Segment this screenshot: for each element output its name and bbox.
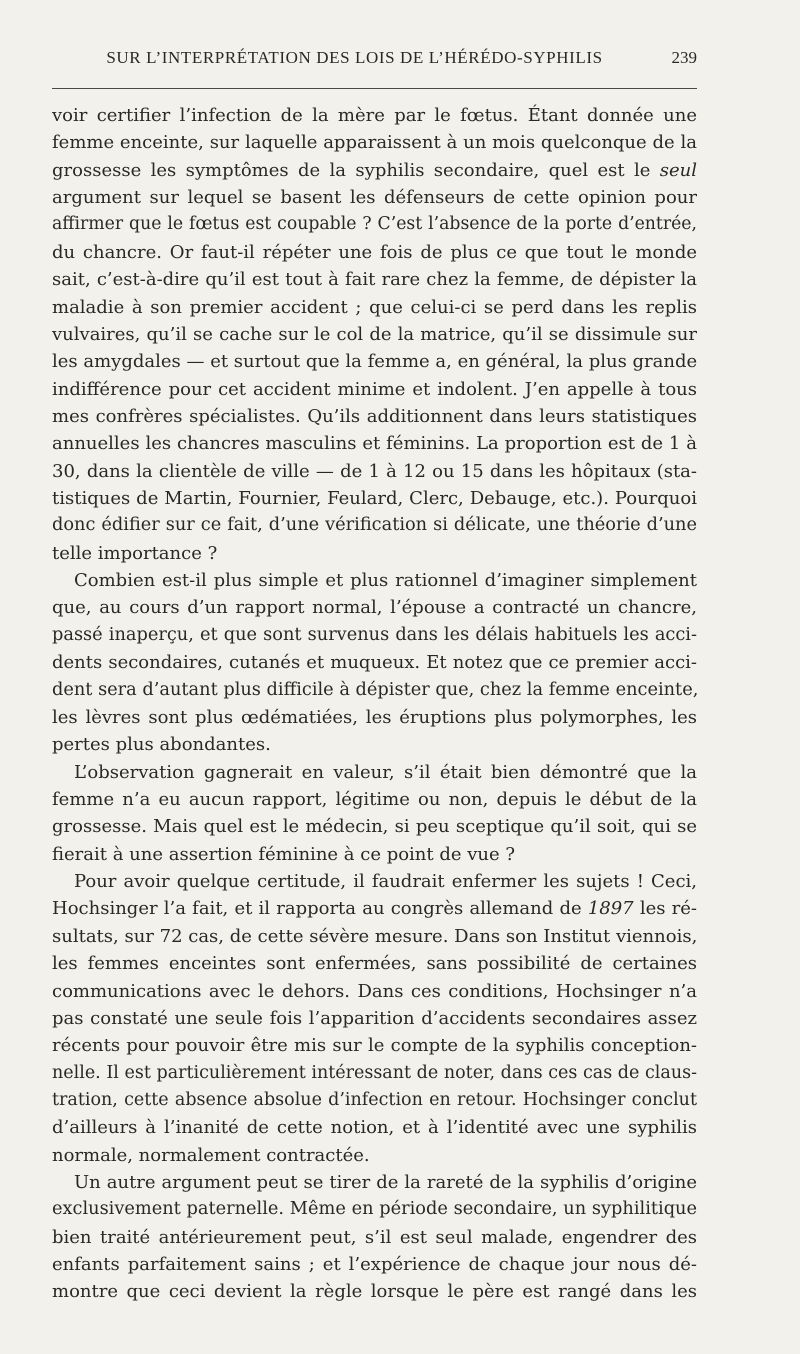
page-number: 239 bbox=[671, 48, 697, 67]
text-line: argument sur lequel se basent les défenseurs de cette opinion pour bbox=[52, 187, 697, 209]
text-line: d’ailleurs à l’inanité de cette notion, et à l’identité avec une syphilis bbox=[52, 1117, 697, 1139]
text-line: sait, c’est-à-dire qu’il est tout à fait rare chez la femme, de dépister la bbox=[52, 269, 697, 291]
emphasis: seul bbox=[659, 159, 697, 181]
text-line: normale, normalement contractée. bbox=[52, 1144, 370, 1166]
text-line: exclusivement paternelle. Même en période secondaire, un syphilitique bbox=[52, 1199, 697, 1220]
text-line: les lèvres sont plus œdématiées, les éruptions plus polymorphes, les bbox=[52, 706, 697, 728]
running-head bbox=[52, 48, 697, 74]
paragraph bbox=[52, 567, 697, 759]
paragraph bbox=[52, 1169, 697, 1306]
text-line: annuelles les chancres masculins et féminins. La proportion est de 1 à bbox=[52, 433, 697, 455]
text-line: les femmes enceintes sont enfermées, sans possibilité de certaines bbox=[52, 953, 697, 975]
text-line: les amygdales — et surtout que la femme a, en général, la plus grande bbox=[52, 351, 698, 373]
text-line: tistiques de Martin, Fournier, Feulard, Clerc, Debauge, etc.). Pourquoi bbox=[52, 488, 697, 510]
text-line: passé inaperçu, et que sont survenus dans les délais habituels les acci- bbox=[52, 624, 697, 645]
text-line: nelle. Il est particulièrement intéressant de noter, dans ces cas de claus- bbox=[52, 1062, 697, 1083]
text-line: dent sera d’autant plus difficile à dépister que, chez la femme enceinte, bbox=[52, 679, 699, 700]
paragraph bbox=[52, 868, 697, 1169]
text-line: montre que ceci devient la règle lorsque le père est rangé dans les bbox=[52, 1281, 697, 1303]
text-line: communications avec le dehors. Dans ces conditions, Hochsinger n’a bbox=[52, 980, 697, 1002]
text-line: Hochsinger l’a fait, et il rapporta au congrès allemand de 1897 les ré- bbox=[52, 898, 697, 920]
text-line: pertes plus abondantes. bbox=[52, 734, 271, 756]
text-line: telle importance ? bbox=[52, 542, 218, 564]
text-line: pas constaté une seule fois l’apparition d’accidents secondaires assez bbox=[52, 1007, 697, 1029]
text-line: L’observation gagnerait en valeur, s’il était bien démontré que la bbox=[74, 761, 697, 783]
text-line: sultats, sur 72 cas, de cette sévère mesure. Dans son Institut viennois, bbox=[52, 925, 698, 947]
text-line: indifférence pour cet accident minime et indolent. J’en appelle à tous bbox=[52, 378, 697, 400]
emphasis: 1897 bbox=[587, 898, 634, 920]
text-line: affirmer que le fœtus est coupable ? C’est l’absence de la porte d’entrée, bbox=[52, 214, 697, 235]
running-title: SUR L’INTERPRÉTATION DES LOIS DE L’HÉRÉDO-SYPHILIS bbox=[106, 48, 603, 67]
text-line: femme enceinte, sur laquelle apparaissent à un mois quelconque de la bbox=[52, 132, 697, 154]
text-line: fierait à une assertion féminine à ce point de vue ? bbox=[52, 843, 516, 865]
text-line: mes confrères spécialistes. Qu’ils additionnent dans leurs statistiques bbox=[52, 405, 697, 427]
text-line: maladie à son premier accident ; que celui-ci se perd dans les replis bbox=[52, 296, 697, 318]
text-line: récents pour pouvoir être mis sur le compte de la syphilis conception- bbox=[52, 1035, 697, 1057]
text-line: 30, dans la clientèle de ville — de 1 à 12 ou 15 dans les hôpitaux (sta- bbox=[52, 460, 697, 482]
body-text bbox=[52, 102, 697, 1306]
text-line: Combien est-il plus simple et plus rationnel d’imaginer simplement bbox=[74, 570, 697, 592]
text-line: enfants parfaitement sains ; et l’expérience de chaque jour nous dé- bbox=[52, 1254, 697, 1276]
text-line: donc édifier sur ce fait, d’une vérification si délicate, une théorie d’une bbox=[52, 515, 697, 536]
text-line: dents secondaires, cutanés et muqueux. Et notez que ce premier acci- bbox=[52, 652, 697, 674]
paragraph bbox=[52, 102, 697, 567]
text-line: femme n’a eu aucun rapport, légitime ou non, depuis le début de la bbox=[52, 788, 697, 810]
text-line: vulvaires, qu’il se cache sur le col de la matrice, qu’il se dissimule sur bbox=[52, 323, 697, 345]
text-line: tration, cette absence absolue d’infection en retour. Hochsinger conclut bbox=[52, 1089, 697, 1110]
text-line: Pour avoir quelque certitude, il faudrait enfermer les sujets ! Ceci, bbox=[74, 871, 697, 893]
text-line: bien traité antérieurement peut, s’il est seul malade, engendrer des bbox=[52, 1226, 697, 1248]
paragraph bbox=[52, 759, 697, 868]
text-line: voir certifier l’infection de la mère par le fœtus. Étant donnée une bbox=[52, 105, 697, 126]
header-rule bbox=[52, 88, 697, 89]
text-line: grossesse les symptômes de la syphilis secondaire, quel est le seul bbox=[52, 159, 697, 181]
text-line: grossesse. Mais quel est le médecin, si peu sceptique qu’il soit, qui se bbox=[52, 816, 697, 838]
text-line: du chancre. Or faut-il répéter une fois de plus ce que tout le monde bbox=[52, 241, 697, 263]
text-line: que, au cours d’un rapport normal, l’épouse a contracté un chancre, bbox=[52, 597, 697, 619]
text-line: Un autre argument peut se tirer de la rareté de la syphilis d’origine bbox=[74, 1172, 697, 1194]
